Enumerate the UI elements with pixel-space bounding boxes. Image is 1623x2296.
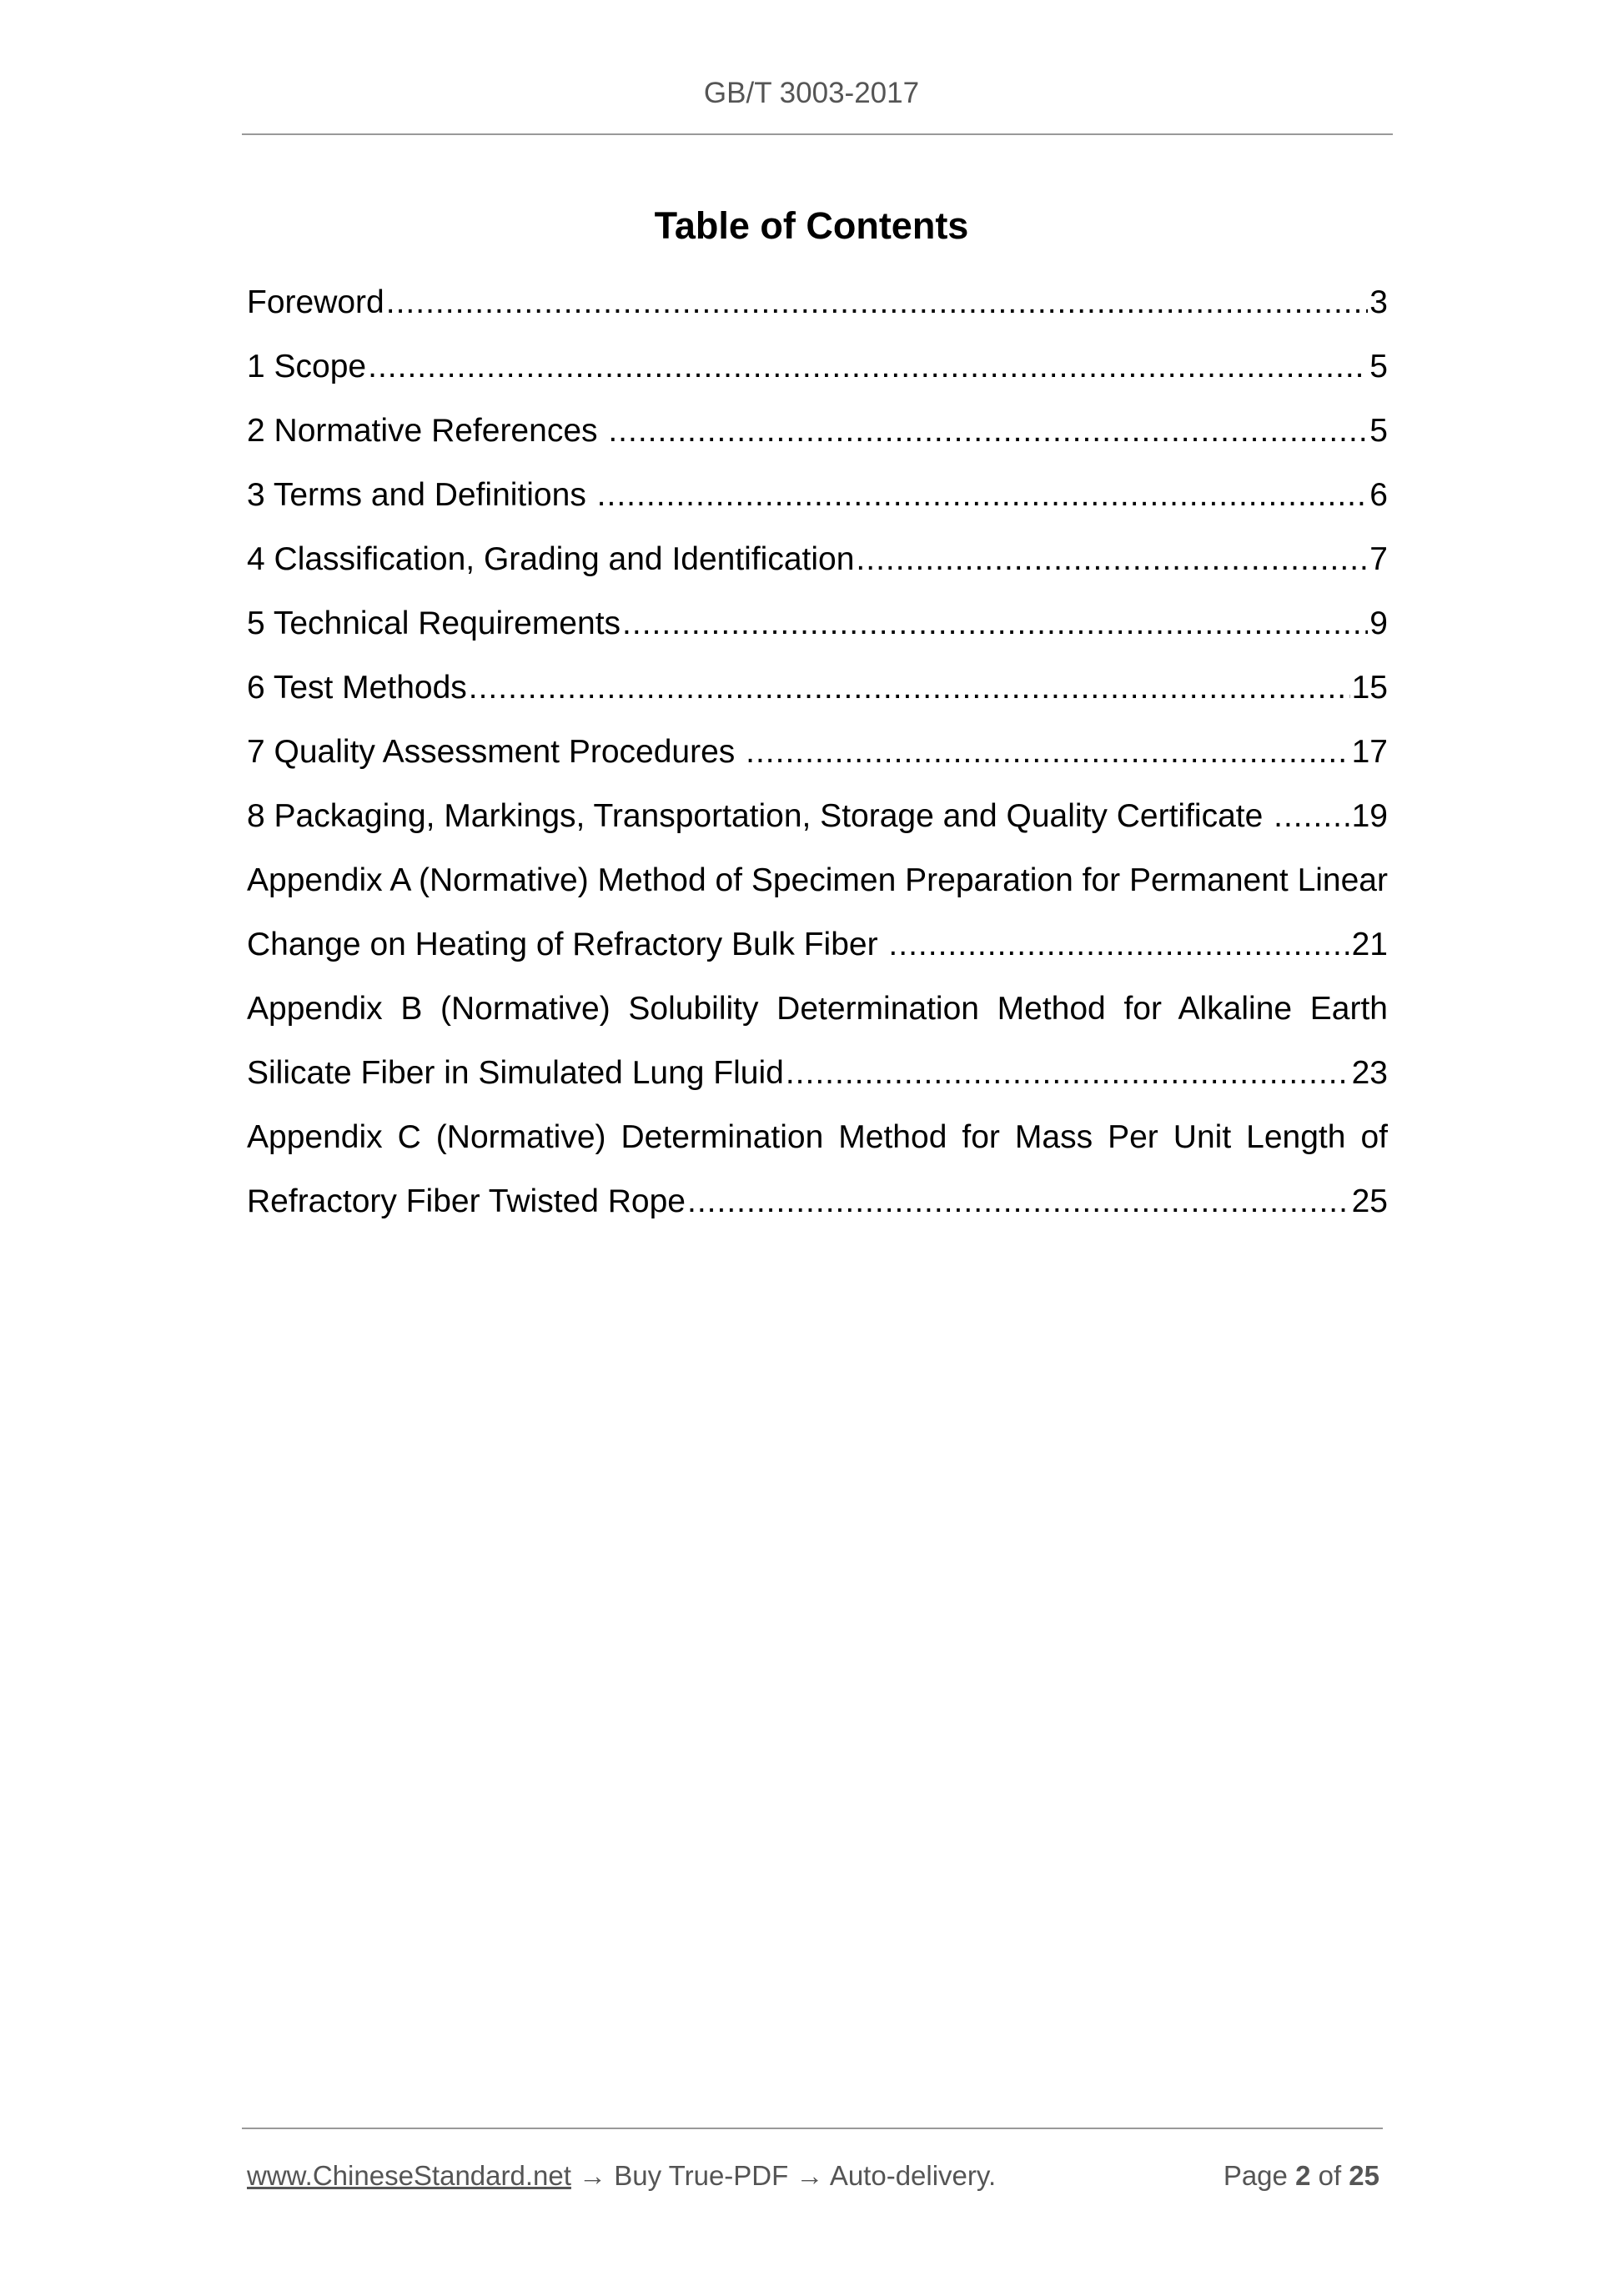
- toc-page-number: 3: [1369, 284, 1388, 320]
- dot-leader: [1274, 796, 1349, 837]
- dot-leader: [856, 539, 1368, 580]
- dot-leader: [597, 475, 1369, 516]
- toc-entry-label: Change on Heating of Refractory Bulk Fiber: [247, 927, 887, 962]
- dot-leader: [746, 731, 1350, 773]
- current-page: 2: [1295, 2160, 1311, 2191]
- toc-entry-label: 2 Normative References: [247, 413, 607, 449]
- toc-entry[interactable]: [247, 796, 1388, 860]
- footer-promo: [247, 2160, 996, 2192]
- toc-entry-label: 6 Test Methods: [247, 670, 467, 706]
- toc-entry-label: 5 Technical Requirements: [247, 605, 621, 641]
- dot-leader: [687, 1181, 1350, 1223]
- toc-page-number: 5: [1369, 349, 1388, 384]
- toc-entry[interactable]: [247, 282, 1388, 346]
- table-of-contents: [247, 282, 1388, 1245]
- toc-appendix-title-line[interactable]: [247, 860, 1388, 924]
- toc-page-number: 9: [1369, 605, 1388, 641]
- toc-entry-label: 3 Terms and Definitions: [247, 477, 595, 513]
- toc-page-number: 21: [1351, 927, 1388, 962]
- toc-entry-label: 1 Scope: [247, 349, 367, 384]
- toc-entry-label: Foreword: [247, 284, 384, 320]
- toc-page-number: 6: [1369, 477, 1388, 513]
- toc-page-number: 23: [1351, 1055, 1388, 1091]
- toc-entry[interactable]: [247, 539, 1388, 603]
- toc-entry[interactable]: [247, 1053, 1388, 1117]
- page-number: Page 2 of 25: [1223, 2160, 1379, 2191]
- toc-page-number: 5: [1369, 413, 1388, 449]
- total-pages: 25: [1349, 2160, 1379, 2191]
- toc-page-number: 17: [1351, 734, 1388, 770]
- toc-entry[interactable]: [247, 475, 1388, 539]
- toc-entry-label: Refractory Fiber Twisted Rope: [247, 1183, 686, 1219]
- dot-leader: [622, 603, 1368, 645]
- dot-leader: [786, 1053, 1350, 1094]
- toc-appendix-title-line[interactable]: [247, 1117, 1388, 1181]
- dot-leader: [368, 346, 1368, 388]
- page-title: Table of Contents: [654, 204, 969, 247]
- toc-entry[interactable]: [247, 1181, 1388, 1245]
- toc-entry[interactable]: [247, 603, 1388, 667]
- dot-leader: [888, 924, 1349, 966]
- toc-entry-label: 8 Packaging, Markings, Transportation, Storage and Quality Certificate: [247, 798, 1273, 834]
- page-footer: [247, 2160, 1379, 2192]
- toc-entry-label: Appendix C (Normative) Determination Method for Mass Per Unit Length of: [247, 1119, 1388, 1155]
- toc-entry-label: 4 Classification, Grading and Identification: [247, 541, 855, 577]
- toc-entry[interactable]: [247, 667, 1388, 731]
- toc-entry-label: Appendix A (Normative) Method of Specimen Preparation for Permanent Linear: [247, 862, 1388, 898]
- footer-divider: [242, 2128, 1383, 2129]
- toc-page-number: 19: [1351, 798, 1388, 834]
- document-header: GB/T 3003-2017: [703, 77, 920, 109]
- toc-page-number: 15: [1351, 670, 1388, 706]
- dot-leader: [469, 667, 1350, 709]
- footer-promo-text: → Buy True-PDF → Auto-delivery.: [570, 2160, 997, 2191]
- toc-entry[interactable]: [247, 410, 1388, 475]
- toc-entry-label: 7 Quality Assessment Procedures: [247, 734, 745, 770]
- header-divider: [242, 133, 1393, 135]
- toc-page-number: 25: [1351, 1183, 1388, 1219]
- toc-entry[interactable]: [247, 346, 1388, 410]
- toc-entry-label: Appendix B (Normative) Solubility Determination Method for Alkaline Earth: [247, 991, 1388, 1027]
- dot-leader: [608, 410, 1368, 452]
- toc-entry[interactable]: [247, 924, 1388, 988]
- website-link[interactable]: www.ChineseStandard.net: [247, 2160, 571, 2191]
- toc-appendix-title-line[interactable]: [247, 988, 1388, 1053]
- toc-page-number: 7: [1369, 541, 1388, 577]
- dot-leader: [386, 282, 1369, 324]
- toc-entry[interactable]: [247, 731, 1388, 796]
- toc-entry-label: Silicate Fiber in Simulated Lung Fluid: [247, 1055, 784, 1091]
